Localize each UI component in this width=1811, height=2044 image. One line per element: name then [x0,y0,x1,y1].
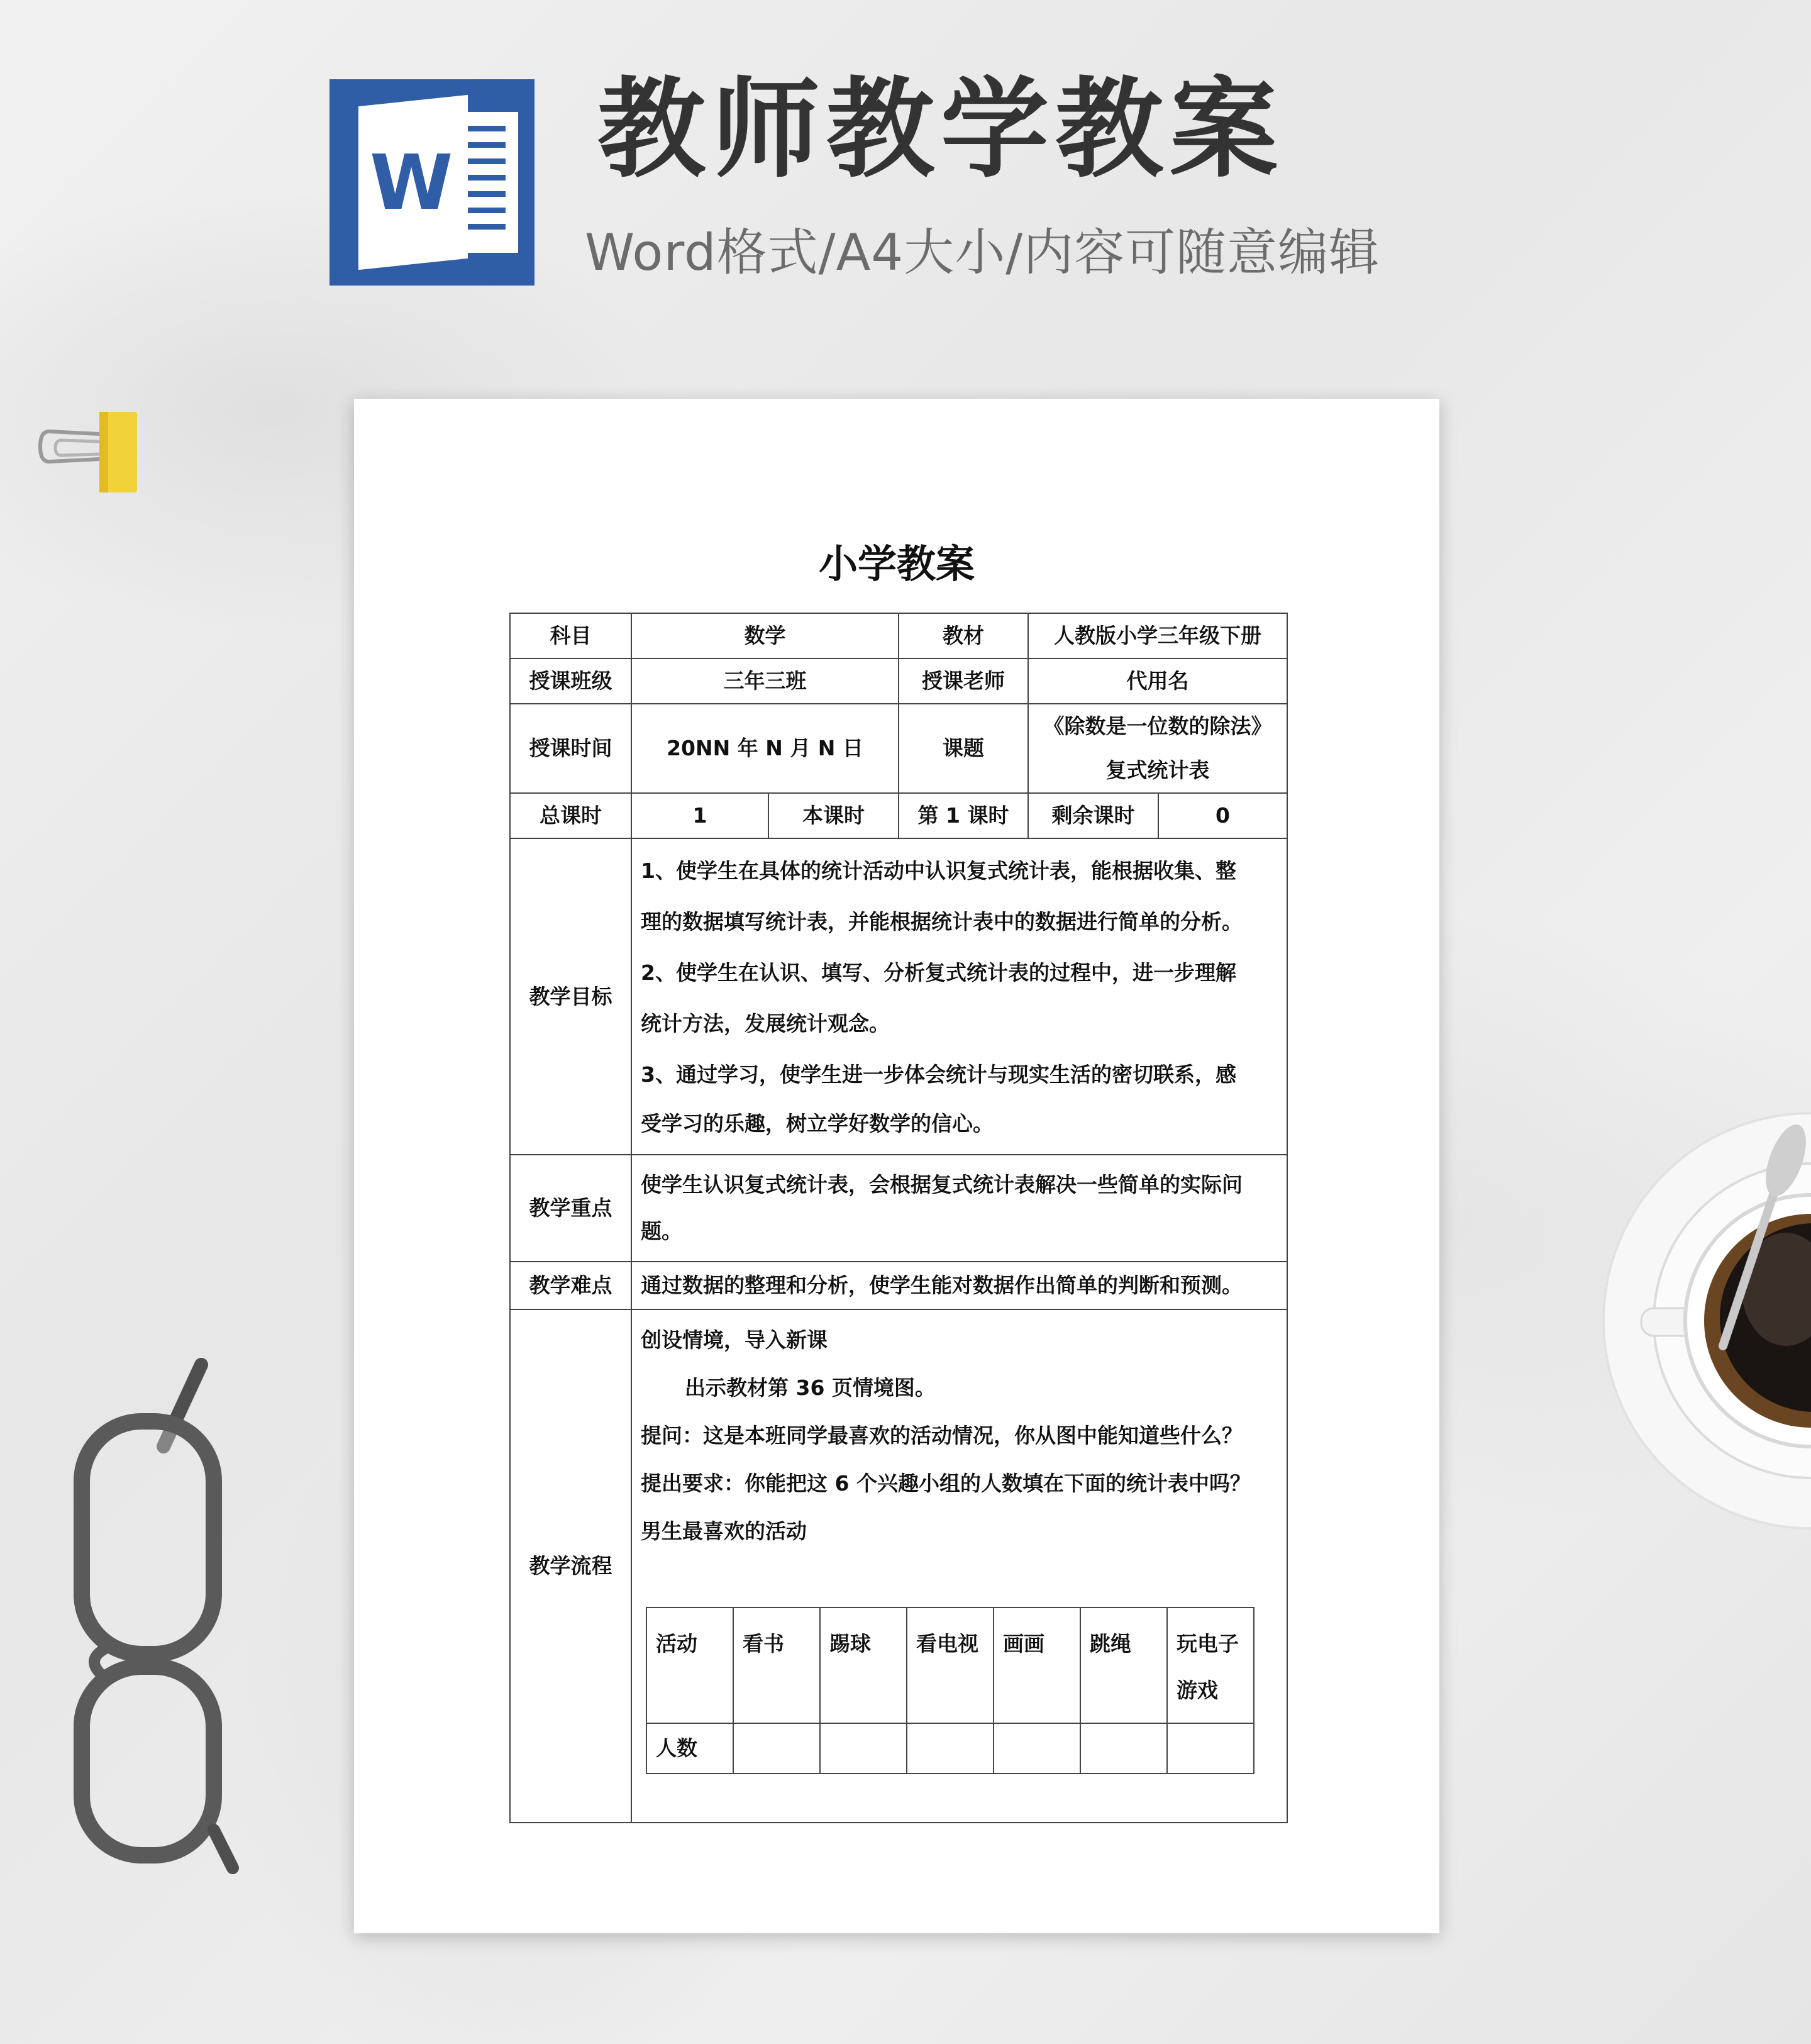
activity-count-cell [820,1723,907,1774]
eyeglasses-icon [69,1352,239,1880]
table-row [510,613,1287,658]
remaining-hours-value: 0 [1158,793,1287,838]
textbook-label: 教材 [899,613,1028,658]
teacher-value: 代用名 [1028,658,1287,704]
activity-table [646,1607,1254,1774]
activity-header-cell: 画画 [994,1608,1080,1723]
topic-line: 复式统计表 [1105,758,1210,782]
time-label: 授课时间 [510,704,631,793]
objectives-label: 教学目标 [510,838,631,1155]
objective-line: 统计方法，发展统计观念。 [641,1011,890,1036]
activity-header-cell: 跳绳 [1080,1608,1167,1723]
total-hours-label: 总课时 [510,793,631,838]
table-row [646,1723,1254,1774]
activity-header-cell: 看电视 [907,1608,994,1723]
word-logo-icon [330,79,534,286]
activity-header-cell: 玩电子游戏 [1167,1608,1254,1723]
class-value: 三年三班 [631,658,899,704]
objectives-content [631,838,1287,1155]
topic-label: 课题 [899,704,1028,793]
difficulty-label: 教学难点 [510,1262,631,1309]
table-row [510,1155,1287,1262]
table-row [646,1608,1254,1723]
table-row [510,704,1287,793]
subject-label: 科目 [510,613,631,658]
table-row [510,658,1287,704]
topic-line: 《除数是一位数的除法》 [1043,714,1272,738]
key-points-content [631,1155,1287,1262]
table-row [510,1262,1287,1309]
objective-line: 3、通过学习，使学生进一步体会统计与现实生活的密切联系，感 [641,1062,1236,1087]
key-point-line: 使学生认识复式统计表，会根据复式统计表解决一些简单的实际问 [641,1172,1243,1197]
table-row [510,793,1287,838]
this-hour-value: 第 1 课时 [899,793,1028,838]
lesson-plan-table [509,613,1288,1823]
activity-count-cell [994,1723,1080,1774]
banner-title: 教师教学教案 [597,66,1284,192]
objective-line: 1、使学生在具体的统计活动中认识复式统计表，能根据收集、整 [641,858,1236,883]
objective-line: 受学习的乐趣，树立学好数学的信心。 [641,1111,994,1136]
objective-line: 2、使学生在认识、填写、分析复式统计表的过程中，进一步理解 [641,960,1236,985]
process-line: 出示教材第 36 页情境图。 [685,1375,936,1400]
process-label: 教学流程 [510,1309,631,1823]
key-points-label: 教学重点 [510,1155,631,1262]
process-line: 提出要求：你能把这 6 个兴趣小组的人数填在下面的统计表中吗？ [641,1471,1251,1496]
topic-value [1028,704,1287,793]
activity-count-cell [1080,1723,1167,1774]
activity-header-cell: 活动 [646,1608,733,1723]
activity-header-cell: 踢球 [820,1608,907,1723]
table-row [510,1309,1287,1823]
process-content [631,1309,1287,1823]
this-hour-label: 本课时 [768,793,899,838]
objective-line: 理的数据填写统计表，并能根据统计表中的数据进行简单的分析。 [641,909,1243,934]
activity-count-label: 人数 [646,1723,733,1774]
teacher-label: 授课老师 [899,658,1028,704]
time-value: 20NN 年 N 月 N 日 [631,704,899,793]
total-hours-value: 1 [631,793,768,838]
class-label: 授课班级 [510,658,631,704]
key-point-line: 题。 [641,1219,682,1243]
activity-count-cell [907,1723,994,1774]
coffee-cup-icon [1597,1101,1811,1541]
table-row [510,838,1287,1155]
binder-clip-icon [36,409,143,497]
activity-header-cell: 看书 [733,1608,820,1723]
document-title: 小学教案 [818,541,975,587]
process-line: 男生最喜欢的活动 [641,1519,807,1543]
banner-subtitle: Word格式/A4大小/内容可随意编辑 [585,223,1380,282]
document-page [354,399,1439,1933]
activity-count-cell [733,1723,820,1774]
activity-count-cell [1167,1723,1254,1774]
subject-value: 数学 [631,613,899,658]
remaining-hours-label: 剩余课时 [1028,793,1158,838]
word-logo-letter: W [370,140,453,227]
process-line: 提问：这是本班同学最喜欢的活动情况，你从图中能知道些什么？ [641,1423,1243,1448]
textbook-value: 人教版小学三年级下册 [1028,613,1287,658]
difficulty-content: 通过数据的整理和分析，使学生能对数据作出简单的判断和预测。 [631,1262,1287,1309]
process-line: 创设情境，导入新课 [641,1328,828,1352]
